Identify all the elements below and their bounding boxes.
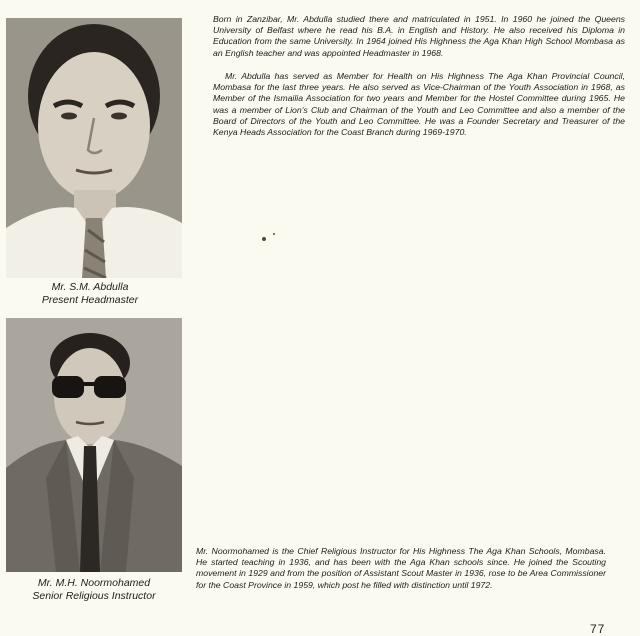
headmaster-title: Present Headmaster xyxy=(41,294,139,306)
headmaster-name: Mr. S.M. Abdulla xyxy=(51,281,129,293)
instructor-caption xyxy=(4,577,184,603)
instructor-photo xyxy=(6,318,182,572)
print-speck xyxy=(262,237,266,241)
abdulla-bio-paragraph-2: Mr. Abdulla has served as Member for Health on His Highness The Aga Khan Provincial Council, Mombasa for the last three years. He also served as Vice-Chairman of the Youth Association in 1968, as Member of the Ismailia Association for two years and Member for the Hostel Committee during 1965. He was a member of Lion's Club and Chairman of the Youth and Leo Committee and also a member of the Board of Directors of the Youth and Leo Committee. He was a Founder Secretary and Treasurer of the Kenya Heads Association for the Coast Branch during 1969-1970. xyxy=(213,71,625,138)
page-number: 77 xyxy=(590,622,606,636)
headmaster-caption xyxy=(0,281,180,307)
noormohamed-bio-paragraph: Mr. Noormohamed is the Chief Religious Instructor for His Highness The Aga Khan Schools, Mombasa. He started teaching in 1936, and has been with the Aga Khan schools since. He joined the Scouting movement in 1929 and from the position of Assistant Scout Master in 1936, rose to be Area Commissioner for the Coast Province in 1959, which post he filled with distinction until 1972. xyxy=(196,546,606,590)
headmaster-photo xyxy=(6,18,182,278)
instructor-name: Mr. M.H. Noormohamed xyxy=(37,577,151,589)
instructor-title: Senior Religious Instructor xyxy=(32,590,156,602)
abdulla-bio-paragraph-1: Born in Zanzibar, Mr. Abdulla studied there and matriculated in 1951. In 1960 he joined the Queens University of Belfast where he read his B.A. in English and History. He also received his Diploma in Education from the same University. In 1964 joined His Highness the Aga Khan High School Mombasa as an English teacher and was appointed Headmaster in 1968. xyxy=(213,14,625,58)
print-speck xyxy=(273,233,275,235)
